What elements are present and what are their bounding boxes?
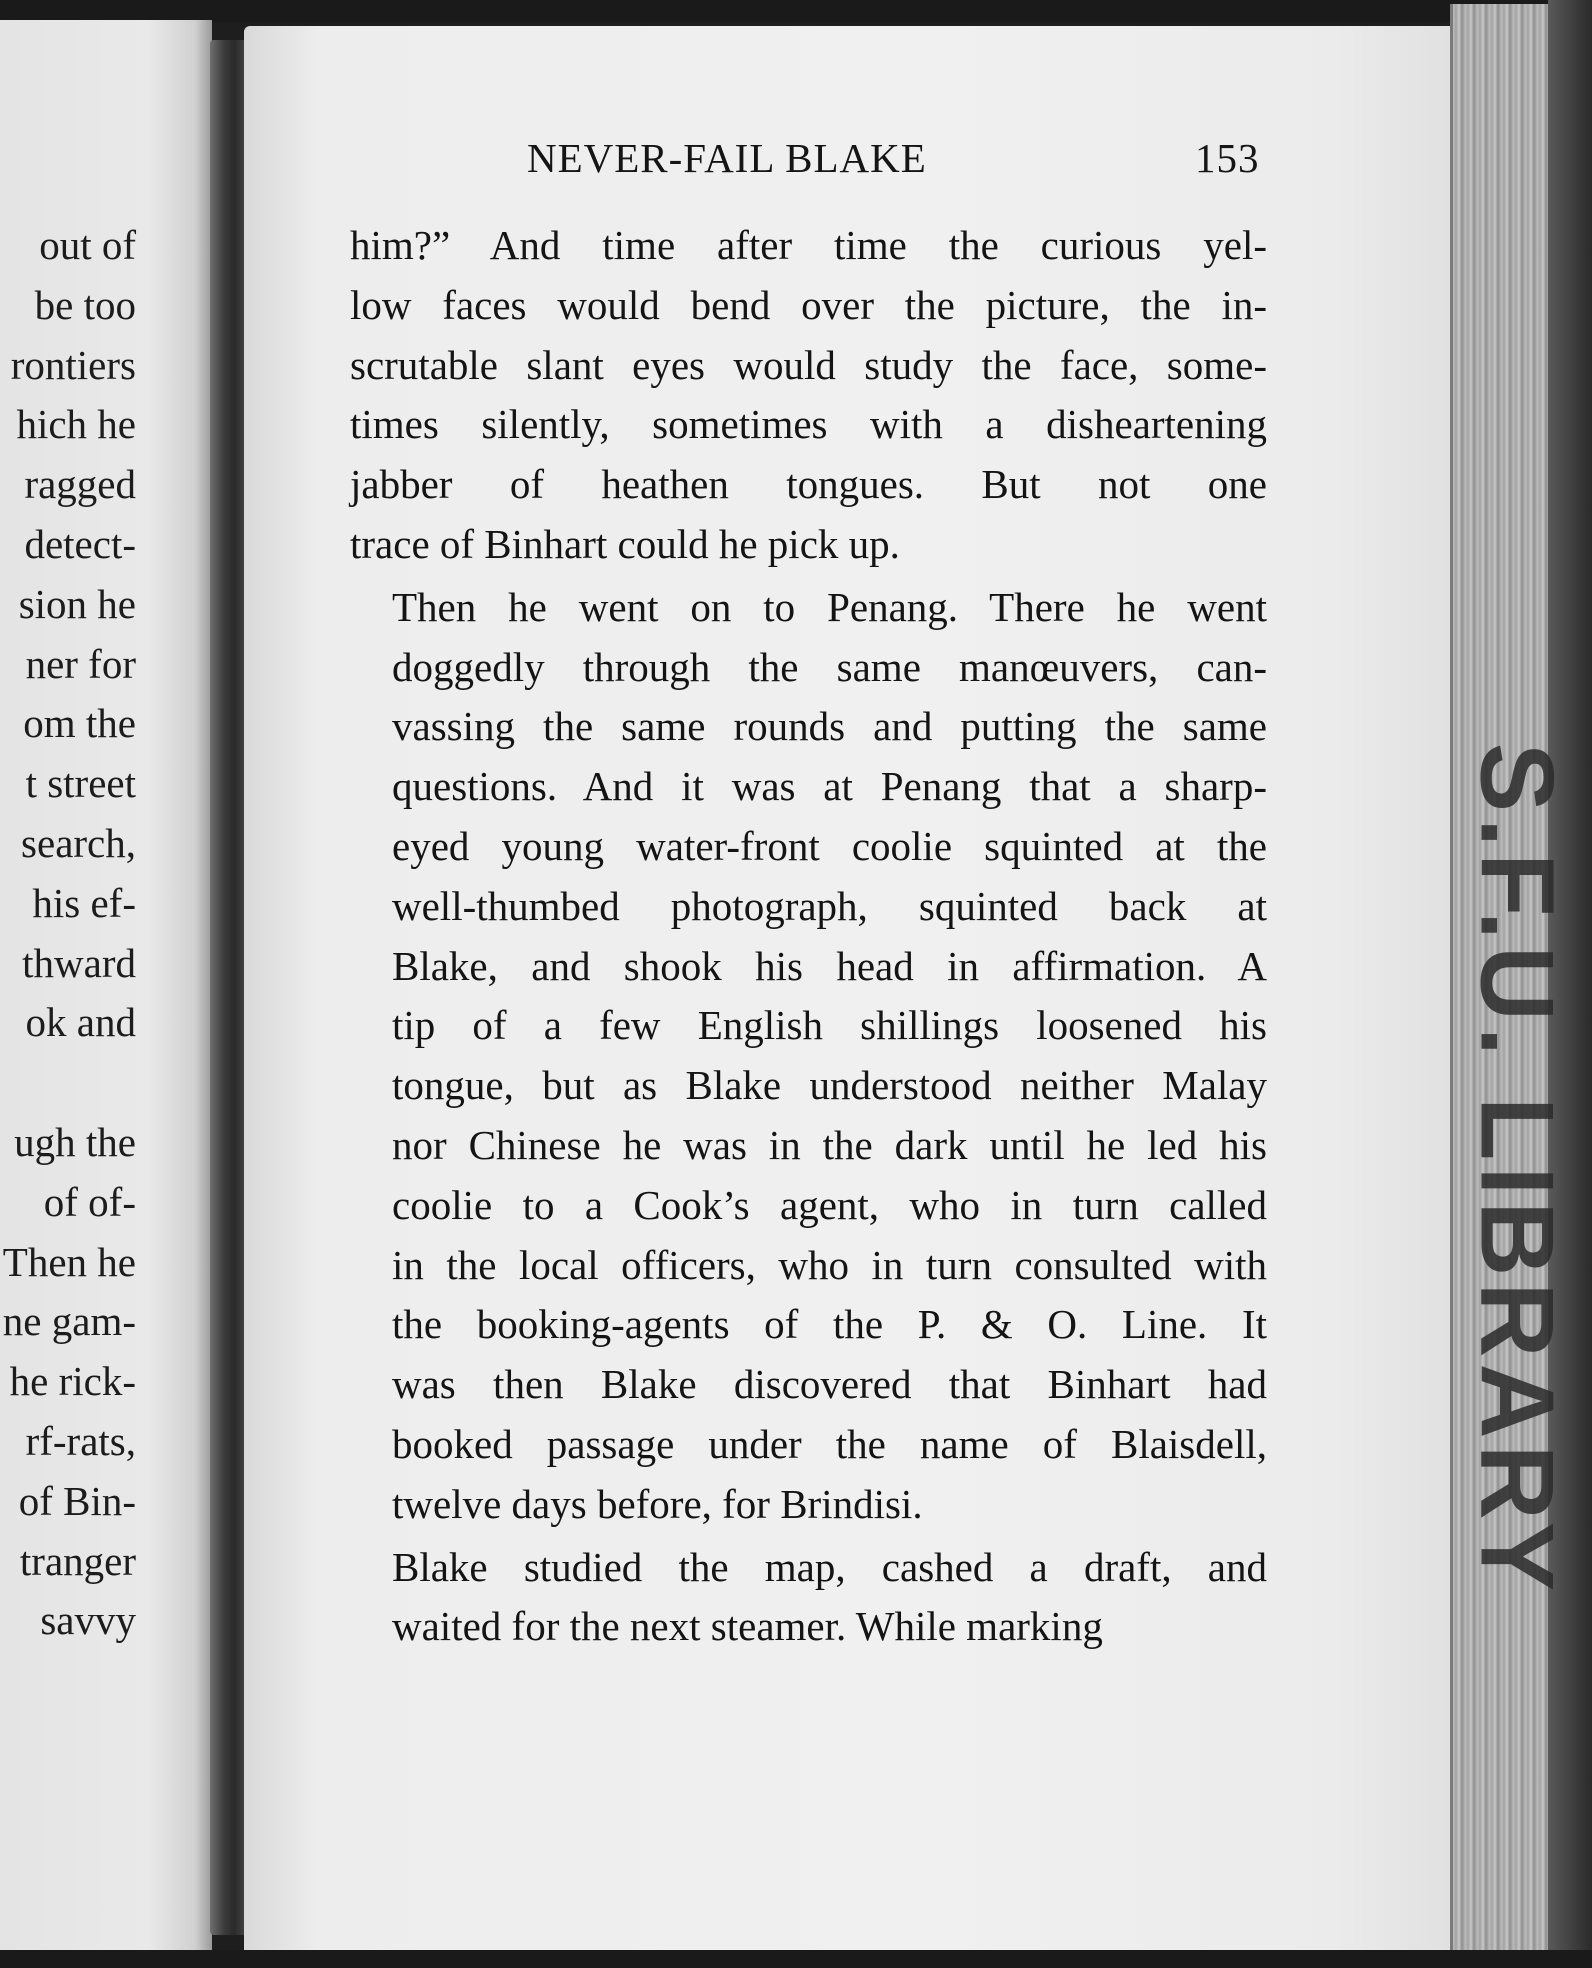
paragraph <box>350 216 1267 575</box>
text-line: times silently, sometimes with a disheartening <box>350 401 1267 448</box>
text-line: tongue, but as Blake understood neither Malay <box>392 1062 1267 1109</box>
facing-page-line: rontiers <box>10 341 136 388</box>
facing-page-line: thward <box>22 939 136 986</box>
text-line: in the local officers, who in turn consulted with <box>392 1241 1267 1288</box>
text-line: twelve days before, for Brindisi. <box>392 1480 923 1527</box>
text-line: him?” And time after time the curious yel- <box>350 222 1267 268</box>
facing-page-line: hich he <box>16 401 136 448</box>
facing-page-line: of of- <box>43 1178 136 1225</box>
facing-page-line: ugh the <box>14 1118 136 1165</box>
scan-border-top <box>0 0 1592 22</box>
text-line: Then he went on to Penang. There he went <box>392 583 1267 630</box>
text-line: trace of Binhart could he pick up. <box>350 520 900 567</box>
facing-page-line: savvy <box>40 1597 136 1644</box>
text-line: the booking-agents of the P. & O. Line. It <box>392 1301 1267 1348</box>
text-line: tip of a few English shillings loosened his <box>392 1002 1267 1049</box>
text-line: was then Blake discovered that Binhart had <box>392 1361 1267 1408</box>
facing-page-line: ner for <box>25 640 136 687</box>
facing-page-line: om the <box>23 700 136 747</box>
paragraph <box>350 1538 1267 1658</box>
facing-page-line: ne gam- <box>2 1298 136 1345</box>
scan-border-bottom <box>0 1950 1592 1968</box>
facing-page-line: be too <box>34 281 136 328</box>
text-line: booked passage under the name of Blaisdell, <box>392 1420 1267 1467</box>
facing-page-line: Then he <box>2 1238 136 1285</box>
facing-page-line: ok and <box>25 999 136 1046</box>
main-page <box>244 26 1484 1956</box>
facing-page-line: tranger <box>19 1537 136 1584</box>
text-line: eyed young water-front coolie squinted at the <box>392 822 1267 869</box>
running-head <box>244 134 1484 194</box>
facing-page-line: rf-rats, <box>25 1417 136 1464</box>
facing-page-line: detect- <box>24 520 136 567</box>
body-text <box>350 216 1267 1657</box>
text-line: coolie to a Cook’s agent, who in turn called <box>392 1181 1267 1228</box>
facing-page-line: t street <box>25 760 136 807</box>
facing-page-line: his ef- <box>32 879 136 926</box>
running-head-title: NEVER-FAIL BLAKE <box>527 135 927 181</box>
text-line: waited for the next steamer. While marking <box>392 1603 1103 1650</box>
text-line: nor Chinese he was in the dark until he led his <box>392 1121 1267 1168</box>
facing-page-line: search, <box>21 819 136 866</box>
text-line: questions. And it was at Penang that a sharp- <box>392 763 1267 810</box>
text-line: doggedly through the same manœuvers, can- <box>392 643 1267 690</box>
facing-page <box>0 20 212 1955</box>
paragraph <box>350 578 1267 1535</box>
facing-page-line <box>0 1053 136 1113</box>
facing-page-line: ragged <box>24 461 136 508</box>
facing-page-line: out of <box>39 222 136 268</box>
library-stamp <box>1458 742 1575 1598</box>
facing-page-line: he rick- <box>9 1358 136 1405</box>
facing-page-line: of Bin- <box>18 1477 136 1524</box>
text-line: low faces would bend over the picture, the in- <box>350 281 1267 328</box>
library-stamp-text: S.F.U. LIBRARY <box>1458 742 1575 1598</box>
facing-page-text <box>0 216 136 1651</box>
page-number: 153 <box>1195 135 1260 181</box>
text-line: vassing the same rounds and putting the same <box>392 703 1267 750</box>
facing-page-line: sion he <box>18 580 136 627</box>
text-line: Blake studied the map, cashed a draft, and <box>392 1543 1267 1590</box>
text-line: Blake, and shook his head in affirmation. A <box>392 942 1267 989</box>
text-line: well-thumbed photograph, squinted back at <box>392 882 1267 929</box>
text-line: scrutable slant eyes would study the face, some- <box>350 341 1267 388</box>
text-line: jabber of heathen tongues. But not one <box>350 461 1267 508</box>
